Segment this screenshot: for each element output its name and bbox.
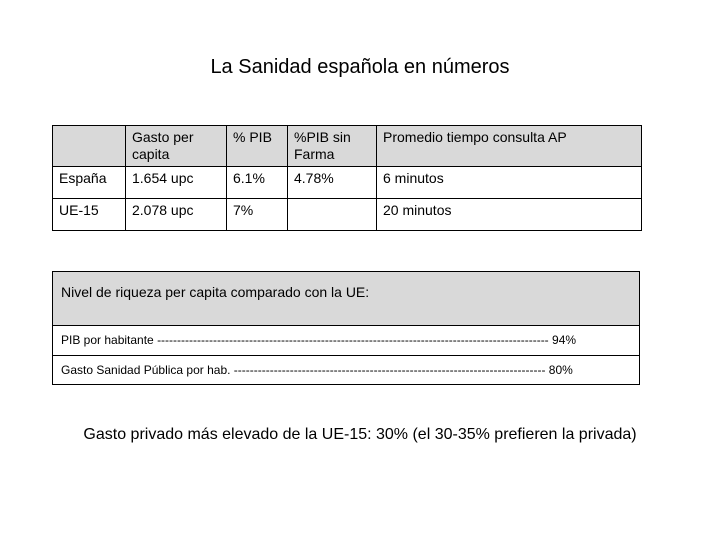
table-header-row	[53, 126, 642, 167]
table-header-pib: % PIB	[227, 126, 288, 167]
table-row	[53, 167, 642, 199]
comparison-box	[52, 271, 640, 385]
table-header-promedio: Promedio tiempo consulta AP	[377, 126, 642, 167]
table-cell: España	[53, 167, 126, 199]
footer-note: Gasto privado más elevado de la UE-15: 30% (el 30-35% prefieren la privada)	[83, 426, 637, 443]
table-header-empty	[53, 126, 126, 167]
comparison-line-pib: PIB por habitante -------------------------------------------------------------------------------------------------- 94%	[61, 333, 577, 347]
table-header-gasto: Gasto per capita	[126, 126, 227, 167]
table-cell: 2.078 upc	[126, 199, 227, 231]
stats-table	[52, 125, 642, 231]
table-cell: 7%	[227, 199, 288, 231]
table-row	[53, 199, 642, 231]
table-cell: 6 minutos	[377, 167, 642, 199]
table-cell: 6.1%	[227, 167, 288, 199]
table-cell: UE-15	[53, 199, 126, 231]
page-title: La Sanidad española en números	[210, 56, 510, 78]
table-cell: 1.654 upc	[126, 167, 227, 199]
table-header-pib-sin-farma: %PIB sin Farma	[288, 126, 377, 167]
table-cell: 20 minutos	[377, 199, 642, 231]
table-cell: 4.78%	[288, 167, 377, 199]
table-cell	[288, 199, 377, 231]
comparison-line-gasto: Gasto Sanidad Pública por hab. ------------------------------------------------------------------------------ 80%	[53, 355, 639, 384]
comparison-heading: Nivel de riqueza per capita comparado con la UE:	[53, 272, 639, 326]
